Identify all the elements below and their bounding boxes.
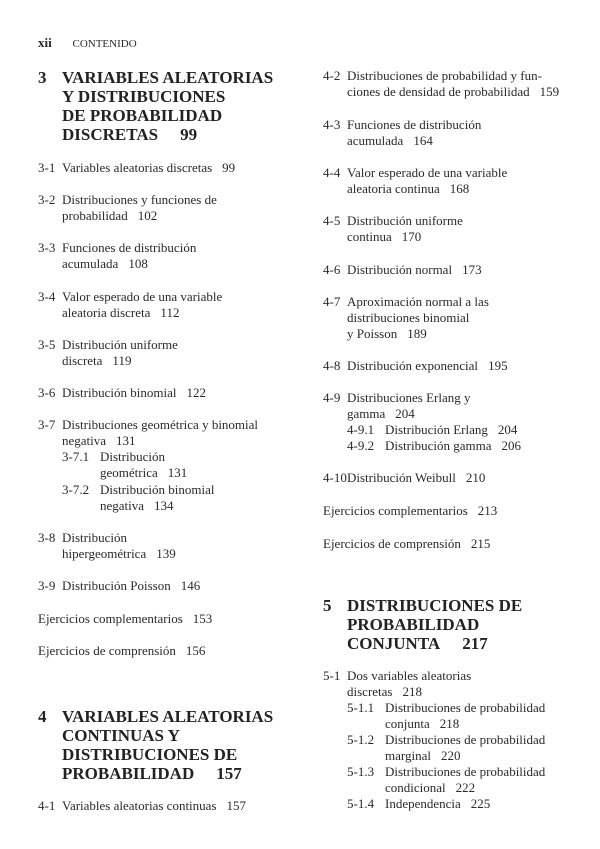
entry-title-line bbox=[347, 390, 470, 406]
entry-text: Dos variables aleatorias bbox=[347, 668, 472, 683]
entry-number: 3-1 bbox=[38, 160, 56, 175]
entry-number: 3-5 bbox=[38, 337, 56, 352]
entry-title-line bbox=[347, 470, 485, 486]
page-number: xii bbox=[38, 35, 52, 50]
entry-number: 4-1 bbox=[38, 798, 56, 813]
chapter-title-line: CONTINUAS Y bbox=[62, 726, 180, 745]
entry-title-line bbox=[385, 732, 545, 748]
entry-text: acumulada bbox=[347, 133, 404, 148]
entry-title-line bbox=[100, 449, 165, 465]
entry-page: 222 bbox=[455, 780, 476, 795]
entry-title-line bbox=[62, 305, 179, 321]
entry-page: 134 bbox=[154, 498, 174, 513]
entry-page: 218 bbox=[402, 684, 422, 699]
entry-title-line bbox=[62, 353, 131, 369]
entry-page: 112 bbox=[160, 305, 180, 320]
entry-page: 189 bbox=[407, 326, 427, 341]
entry-text: Aproximación normal a las bbox=[347, 294, 489, 309]
entry-text: Distribución normal bbox=[347, 262, 453, 277]
entry-title-line bbox=[62, 433, 136, 449]
chapter-title-line: DE PROBABILIDAD bbox=[62, 106, 223, 125]
entry-text: Distribuciones y funciones de bbox=[62, 192, 217, 207]
entry-text: Distribución uniforme bbox=[347, 213, 463, 228]
entry-number: 4-6 bbox=[323, 262, 341, 277]
entry-title-line bbox=[347, 262, 482, 278]
entry-title-line bbox=[347, 84, 559, 100]
entry-title-line bbox=[385, 422, 517, 438]
entry-title-line bbox=[347, 406, 415, 422]
entry-title-line bbox=[385, 748, 460, 764]
entry-title-line bbox=[62, 256, 148, 272]
entry-number: 4-8 bbox=[323, 358, 341, 373]
entry-title-line bbox=[347, 668, 471, 684]
entry-text: Distribución bbox=[62, 530, 127, 545]
entry-text: conjunta bbox=[385, 716, 430, 731]
chapter-title-line: PROBABILIDAD 157 bbox=[62, 764, 242, 783]
entry-text: Funciones de distribución bbox=[62, 240, 197, 255]
entry-text: discreta bbox=[62, 353, 103, 368]
entry-title-line bbox=[62, 578, 200, 594]
entry-text: aleatoria continua bbox=[347, 181, 440, 196]
entry-title-line bbox=[100, 465, 187, 481]
entry-text: Distribución Erlang bbox=[385, 422, 488, 437]
entry-page: 131 bbox=[116, 433, 136, 448]
entry-title-line bbox=[62, 337, 178, 353]
entry-number: 4-9.1 bbox=[347, 422, 375, 437]
entry-number: 4-7 bbox=[323, 294, 341, 309]
entry-number: 4-3 bbox=[323, 117, 341, 132]
entry-title-line bbox=[38, 611, 212, 627]
entry-page: 213 bbox=[477, 503, 498, 518]
entry-number: 3-6 bbox=[38, 385, 56, 400]
entry-page: 157 bbox=[226, 798, 246, 813]
entry-title-line bbox=[62, 417, 258, 433]
entry-text: Distribuciones de probabilidad bbox=[385, 764, 546, 779]
entry-page: 156 bbox=[185, 643, 206, 658]
entry-title-line bbox=[323, 536, 490, 552]
entry-page: 168 bbox=[449, 181, 470, 196]
entry-text: condicional bbox=[385, 780, 446, 795]
entry-text: Ejercicios de comprensión bbox=[38, 643, 176, 658]
entry-number: 3-9 bbox=[38, 578, 56, 593]
entry-page: 173 bbox=[462, 262, 482, 277]
entry-number: 5-1 bbox=[323, 668, 341, 683]
entry-text: y Poisson bbox=[347, 326, 398, 341]
chapter-title-line: Y DISTRIBUCIONES bbox=[62, 87, 226, 106]
entry-title-line bbox=[62, 160, 235, 176]
entry-text: distribuciones binomial bbox=[347, 310, 470, 325]
entry-page: 102 bbox=[137, 208, 158, 223]
entry-page: 204 bbox=[395, 406, 415, 421]
entry-title-line bbox=[385, 438, 521, 454]
entry-text: hipergeométrica bbox=[62, 546, 147, 561]
entry-page: 146 bbox=[180, 578, 201, 593]
entry-title-line bbox=[323, 503, 497, 519]
chapter-page: 99 bbox=[180, 125, 198, 144]
entry-text: Distribución gamma bbox=[385, 438, 492, 453]
entry-title-line bbox=[347, 294, 489, 310]
entry-title-line bbox=[385, 700, 545, 716]
entry-text: Distribución exponencial bbox=[347, 358, 479, 373]
entry-title-line bbox=[347, 181, 469, 197]
entry-number: 4-2 bbox=[323, 68, 341, 83]
entry-page: 218 bbox=[439, 716, 460, 731]
entry-title-line bbox=[347, 133, 433, 149]
entry-page: 108 bbox=[128, 256, 148, 271]
chapter-title-line: VARIABLES ALEATORIAS bbox=[62, 707, 274, 726]
entry-title-line bbox=[347, 684, 422, 700]
entry-page: 159 bbox=[539, 84, 560, 99]
entry-title-line bbox=[62, 798, 246, 814]
entry-text: Valor esperado de una variable bbox=[347, 165, 508, 180]
entry-text: continua bbox=[347, 229, 392, 244]
entry-number: 3-7.2 bbox=[62, 482, 90, 497]
chapter-title-line: PROBABILIDAD bbox=[347, 615, 480, 634]
entry-title-line bbox=[347, 117, 481, 133]
entry-title-line bbox=[62, 289, 222, 305]
entry-number: 4-4 bbox=[323, 165, 341, 180]
chapter-title-line: DISTRIBUCIONES DE bbox=[62, 745, 238, 764]
chapter-title-line: DISCRETAS 99 bbox=[62, 125, 198, 144]
entry-text: probabilidad bbox=[62, 208, 128, 223]
entry-title-line bbox=[347, 326, 427, 342]
entry-text: discretas bbox=[347, 684, 393, 699]
entry-title-line bbox=[38, 643, 205, 659]
entry-text: Distribución Poisson bbox=[62, 578, 171, 593]
entry-text: Valor esperado de una variable bbox=[62, 289, 223, 304]
chapter-number: 3 bbox=[38, 68, 47, 87]
entry-number: 3-4 bbox=[38, 289, 56, 304]
entry-number: 4-9.2 bbox=[347, 438, 375, 453]
entry-text: Distribuciones de probabilidad bbox=[385, 700, 546, 715]
entry-title-line bbox=[347, 213, 463, 229]
entry-title-line bbox=[347, 358, 508, 374]
entry-title-line bbox=[100, 482, 214, 498]
entry-title-line bbox=[385, 796, 490, 812]
chapter-title-line: CONJUNTA 217 bbox=[347, 634, 488, 653]
entry-page: 170 bbox=[401, 229, 422, 244]
entry-title-line bbox=[347, 68, 542, 84]
running-header bbox=[38, 36, 137, 51]
entry-number: 5-1.4 bbox=[347, 796, 375, 811]
entry-title-line bbox=[347, 165, 507, 181]
entry-text: Distribuciones de probabilidad bbox=[385, 732, 546, 747]
entry-title-line bbox=[62, 192, 217, 208]
chapter-page: 157 bbox=[216, 764, 242, 783]
entry-text: Independencia bbox=[385, 796, 461, 811]
entry-text: acumulada bbox=[62, 256, 119, 271]
entry-text: Distribución binomial bbox=[62, 385, 177, 400]
entry-page: 119 bbox=[112, 353, 132, 368]
entry-number: 4-5 bbox=[323, 213, 341, 228]
entry-text: Ejercicios de comprensión bbox=[323, 536, 461, 551]
entry-page: 195 bbox=[488, 358, 508, 373]
entry-title-line bbox=[100, 498, 174, 514]
entry-title-line bbox=[385, 764, 545, 780]
entry-title-line bbox=[62, 385, 206, 401]
entry-number: 4-9 bbox=[323, 390, 341, 405]
entry-page: 122 bbox=[186, 385, 206, 400]
entry-page: 153 bbox=[192, 611, 213, 626]
entry-text: Distribuciones Erlang y bbox=[347, 390, 471, 405]
entry-title-line bbox=[62, 240, 196, 256]
entry-page: 220 bbox=[440, 748, 461, 763]
entry-number: 3-7 bbox=[38, 417, 56, 432]
entry-page: 99 bbox=[222, 160, 236, 175]
entry-page: 210 bbox=[465, 470, 486, 485]
chapter-title-line: DISTRIBUCIONES DE bbox=[347, 596, 523, 615]
entry-text: Funciones de distribución bbox=[347, 117, 482, 132]
entry-text: Distribución Weibull bbox=[347, 470, 456, 485]
entry-text: Variables aleatorias discretas bbox=[62, 160, 213, 175]
entry-number: 3-3 bbox=[38, 240, 56, 255]
entry-number: 5-1.2 bbox=[347, 732, 375, 747]
entry-text: Distribuciones geométrica y binomial bbox=[62, 417, 259, 432]
entry-number: 3-7.1 bbox=[62, 449, 90, 464]
entry-page: 206 bbox=[501, 438, 522, 453]
entry-number: 5-1.3 bbox=[347, 764, 375, 779]
chapter-title-line: VARIABLES ALEATORIAS bbox=[62, 68, 274, 87]
entry-title-line bbox=[347, 310, 469, 326]
entry-title-line bbox=[385, 716, 459, 732]
chapter-number: 5 bbox=[323, 596, 332, 615]
entry-title-line bbox=[62, 208, 157, 224]
entry-page: 164 bbox=[413, 133, 433, 148]
entry-text: negativa bbox=[100, 498, 145, 513]
chapter-number: 4 bbox=[38, 707, 47, 726]
entry-title-line bbox=[385, 780, 475, 796]
entry-page: 225 bbox=[470, 796, 491, 811]
entry-page: 215 bbox=[470, 536, 491, 551]
entry-page: 139 bbox=[156, 546, 176, 561]
entry-text: Distribución binomial bbox=[100, 482, 215, 497]
entry-title-line bbox=[62, 546, 176, 562]
entry-number: 3-2 bbox=[38, 192, 56, 207]
entry-number: 3-8 bbox=[38, 530, 56, 545]
entry-text: marginal bbox=[385, 748, 431, 763]
chapter-page: 217 bbox=[462, 634, 488, 653]
entry-text: Ejercicios complementarios bbox=[323, 503, 468, 518]
entry-page: 131 bbox=[167, 465, 188, 480]
entry-title-line bbox=[62, 530, 127, 546]
entry-text: negativa bbox=[62, 433, 107, 448]
entry-text: ciones de densidad de probabilidad bbox=[347, 84, 530, 99]
entry-text: gamma bbox=[347, 406, 386, 421]
entry-text: Distribuciones de probabilidad y fun- bbox=[347, 68, 542, 83]
entry-text: geométrica bbox=[100, 465, 158, 480]
entry-text: Distribución uniforme bbox=[62, 337, 178, 352]
header-title: CONTENIDO bbox=[72, 38, 137, 50]
entry-number: 5-1.1 bbox=[347, 700, 375, 715]
entry-number: 4-10 bbox=[323, 470, 347, 485]
entry-text: Ejercicios complementarios bbox=[38, 611, 183, 626]
entry-text: aleatoria discreta bbox=[62, 305, 151, 320]
entry-title-line bbox=[347, 229, 421, 245]
entry-text: Distribución bbox=[100, 449, 165, 464]
entry-text: Variables aleatorias continuas bbox=[62, 798, 217, 813]
entry-page: 204 bbox=[497, 422, 518, 437]
